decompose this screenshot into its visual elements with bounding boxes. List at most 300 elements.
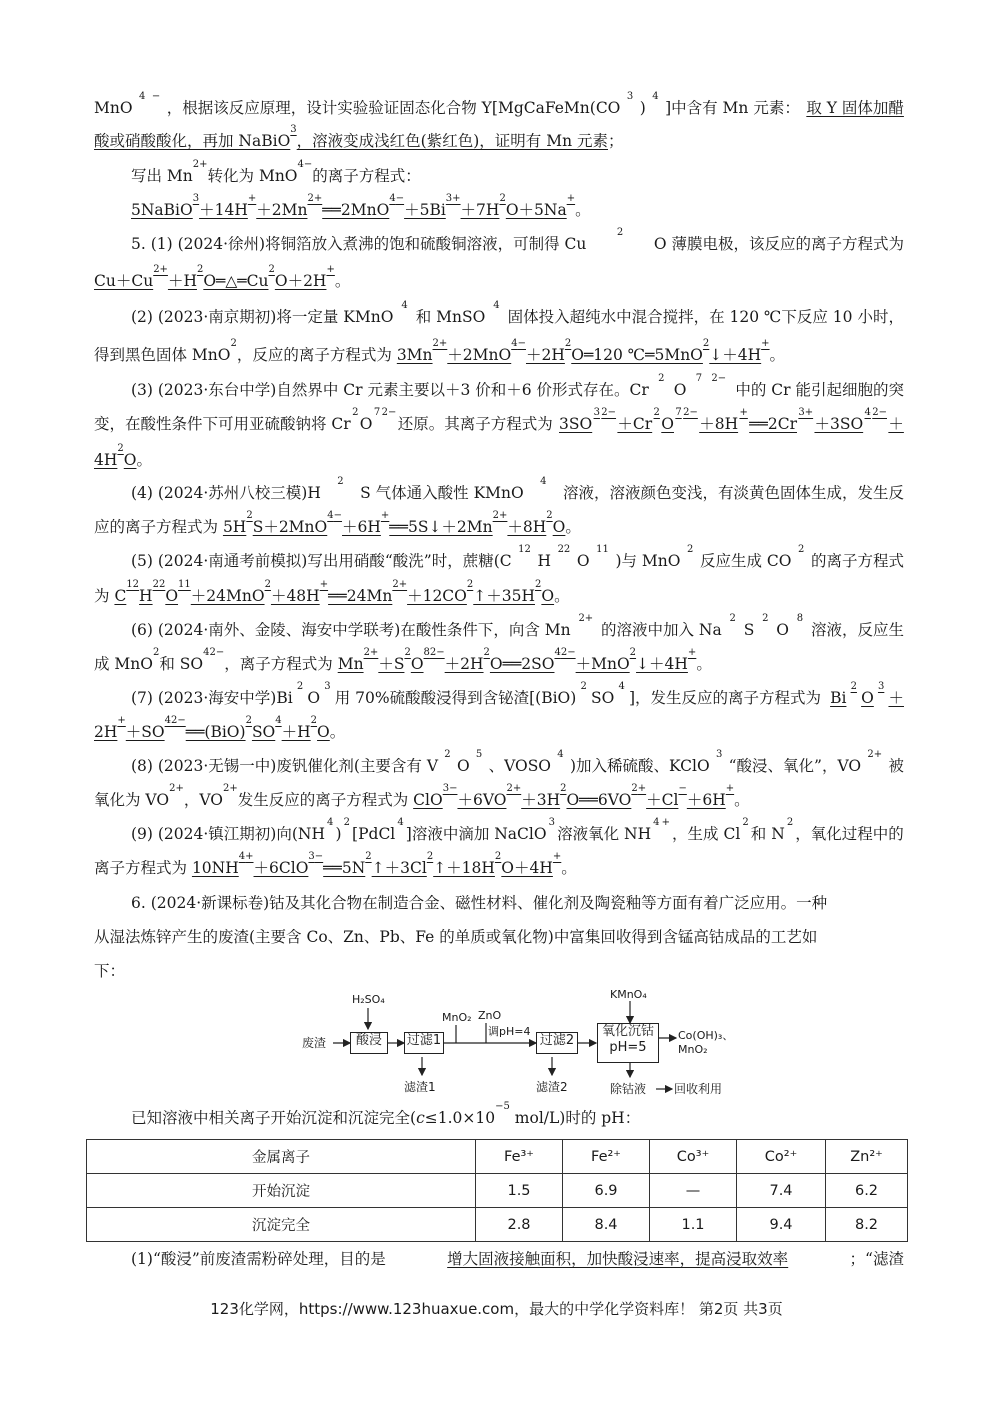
text-line xyxy=(94,124,904,152)
answer-text: 2− xyxy=(170,715,186,726)
answer-text: Mn xyxy=(337,655,364,673)
text-segment: O xyxy=(576,552,590,570)
answer-text: 2 xyxy=(268,264,275,275)
answer-text: 22 xyxy=(152,579,166,590)
text-segment: H xyxy=(537,552,551,570)
answer-text: ══24Mn xyxy=(328,587,393,605)
text-segment: + xyxy=(175,783,184,794)
answer-text: 2 xyxy=(117,443,124,454)
answer-text: ＋6VO xyxy=(457,791,507,809)
text-segment: 4 xyxy=(652,91,659,102)
answer-text: 2+ xyxy=(432,338,448,349)
answer-text: + xyxy=(245,851,254,862)
flow-feed-label: 废渣 xyxy=(302,1036,327,1050)
answer-text: 增大固液接触面积，加快酸浸速率，提高浸取效率 xyxy=(447,1250,789,1268)
answer-text: ＋48H xyxy=(270,587,320,605)
table-header-cell: Zn²⁺ xyxy=(826,1140,908,1174)
answer-text: 2 xyxy=(499,193,506,204)
answer-text: + xyxy=(687,647,697,658)
text-segment: 7 xyxy=(373,407,381,418)
text-segment: (4) (2024·苏州八校三模)H xyxy=(131,484,321,502)
text-segment: 4 xyxy=(557,749,564,760)
answer-text: ══5N xyxy=(323,859,366,877)
answer-text: ══(BiO) xyxy=(185,723,246,741)
answer-text: S＋2MnO xyxy=(252,518,328,536)
answer-text: O xyxy=(123,451,137,469)
answer-text: ＋24MnO xyxy=(190,587,265,605)
text-segment: 。 xyxy=(769,346,786,364)
text-segment: O xyxy=(307,689,321,707)
answer-text: O xyxy=(317,723,330,741)
answer-text: ↓＋4H xyxy=(709,346,762,364)
answer-text: 2 xyxy=(466,579,474,590)
answer-text: Bi xyxy=(830,689,847,707)
text-segment: S 气体通入酸性 KMnO xyxy=(360,484,524,502)
answer-text: ↑＋18H xyxy=(433,859,495,877)
answer-text: ＋8H xyxy=(699,415,739,433)
text-segment: ；“滤渣 xyxy=(849,1250,904,1268)
answer-text: ，溶液变成浅红色(紫红色)，证明有 Mn 元素 xyxy=(296,132,608,150)
answer-text: + xyxy=(380,510,390,521)
text-segment: 4 xyxy=(139,91,146,102)
answer-text: 2H xyxy=(94,723,118,741)
answer-text: C xyxy=(114,587,127,605)
text-line xyxy=(94,783,904,811)
answer-text: ＋S xyxy=(378,655,405,673)
answer-text: ↑＋3Cl xyxy=(371,859,427,877)
answer-text: 2 xyxy=(264,579,271,590)
answer-text: H xyxy=(139,587,153,605)
text-line xyxy=(94,338,904,366)
answer-text: + xyxy=(247,193,257,204)
text-line xyxy=(94,407,904,435)
text-segment: )加入稀硫酸、KClO xyxy=(569,757,710,775)
answer-text: 2− xyxy=(683,407,698,418)
answer-text: − xyxy=(395,193,405,204)
text-segment: 4 xyxy=(618,681,625,692)
text-segment: 2 xyxy=(343,817,350,828)
text-line xyxy=(131,681,904,709)
answer-text: O xyxy=(661,415,674,433)
answer-text: 3+ xyxy=(445,193,461,204)
text-segment: 为 xyxy=(94,587,115,605)
answer-text: ＋2H xyxy=(525,346,565,364)
table-header-row xyxy=(87,1140,908,1174)
text-segment: 和 MnSO xyxy=(415,308,486,326)
answer-text: ＋7H xyxy=(460,201,500,219)
text-segment: (8) (2023·无锡一中)废钒催化剂(主要含有 V xyxy=(131,757,439,775)
answer-text: − xyxy=(314,851,324,862)
text-segment: 成 MnO xyxy=(94,655,153,673)
answer-text: − xyxy=(449,783,458,794)
text-segment: ]中含有 Mn 元素： xyxy=(665,99,800,117)
flow-step-filter-1: 过滤1 xyxy=(404,1032,444,1054)
answer-text: ＋12CO xyxy=(407,587,467,605)
answer-text: O＋2H xyxy=(274,272,327,290)
answer-text: 2 xyxy=(564,338,572,349)
answer-text: − xyxy=(517,338,526,349)
text-segment: O 薄膜电极，该反应的离子方程式为 xyxy=(653,235,904,253)
text-segment: 溶液，溶液颜色变浅，有淡黄色固体生成，发生反 xyxy=(562,484,904,502)
text-segment: ，VO xyxy=(183,791,223,809)
answer-text: 4 xyxy=(511,338,518,349)
table-cell: 7.4 xyxy=(737,1174,826,1208)
text-segment: ，反应的离子方程式为 xyxy=(236,346,397,364)
answer-text: O xyxy=(410,655,424,673)
table-cell: 9.4 xyxy=(737,1208,826,1242)
text-segment: 2 xyxy=(169,783,176,794)
answer-text: 3 xyxy=(192,193,200,204)
text-segment: 应的离子方程式为 xyxy=(94,518,223,536)
text-segment: (5) (2024·南通考前模拟)写出用硝酸“酸洗”时，蔗糖(C xyxy=(131,552,512,570)
text-segment: (2) (2023·南京期初)将一定量 KMnO xyxy=(131,308,394,326)
answer-text: 4 xyxy=(238,851,246,862)
answer-text: 2 xyxy=(850,681,857,692)
answer-text: + xyxy=(319,579,329,590)
text-segment: 11 xyxy=(596,544,609,555)
text-segment: 2 xyxy=(352,407,359,418)
table-header-cell: Fe²⁺ xyxy=(563,1140,650,1174)
flow-step-acid-leach: 酸浸 xyxy=(350,1032,388,1054)
answer-text: 酸或硝酸酸化，再加 NaBiO xyxy=(94,132,291,150)
answer-text: + xyxy=(739,407,748,418)
text-segment: 转化为 MnO xyxy=(207,167,298,185)
text-segment: 3 xyxy=(324,681,331,692)
text-segment: (3) (2023·东台中学)自然界中 Cr 元素主要以＋3 价和＋6 价形式存在。Cr xyxy=(131,381,649,399)
text-segment: O xyxy=(673,381,687,399)
table-cell: 6.2 xyxy=(826,1174,908,1208)
answer-text: 4 xyxy=(327,510,334,521)
text-segment: 溶液，反应生 xyxy=(810,621,904,639)
answer-text: 5H xyxy=(222,518,247,536)
text-segment: ) xyxy=(335,825,342,843)
answer-text: 2 xyxy=(702,338,710,349)
text-segment: 氧化为 VO xyxy=(94,791,170,809)
text-segment: 2+ xyxy=(192,159,208,170)
answer-text: 2 xyxy=(196,264,204,275)
answer-text: 4 xyxy=(389,193,396,204)
answer-text: 12 xyxy=(126,579,140,590)
answer-text: 10NH xyxy=(191,859,239,877)
text-segment: 。 xyxy=(329,723,346,741)
text-segment: 的溶液中加入 Na xyxy=(600,621,722,639)
table-header-cell: 金属离子 xyxy=(87,1140,476,1174)
answer-text: 5NaBiO xyxy=(131,201,193,219)
answer-text: 2 xyxy=(246,510,253,521)
answer-text: 2 xyxy=(546,510,553,521)
text-segment: 4 xyxy=(493,300,500,311)
text-segment: 2 xyxy=(444,749,451,760)
text-segment: (1)“酸浸”前废渣需粉碎处理，目的是 xyxy=(131,1250,386,1268)
answer-text: + xyxy=(637,783,647,794)
table-cell: 2.8 xyxy=(476,1208,563,1242)
answer-text: 3+ xyxy=(798,407,814,418)
answer-text: 2 xyxy=(560,783,567,794)
text-segment: 2 xyxy=(616,227,624,238)
answer-text: 4 xyxy=(164,715,171,726)
text-line xyxy=(131,373,904,401)
answer-text: − xyxy=(333,510,343,521)
text-segment: 中的 Cr 能引起细胞的突 xyxy=(735,381,904,399)
text-segment: ]，发生反应的离子方程式为 xyxy=(628,689,826,707)
process-flowchart xyxy=(300,985,760,1105)
answer-text: 2+ xyxy=(506,783,522,794)
text-segment: 2 xyxy=(729,613,736,624)
text-segment: )与 MnO xyxy=(615,552,681,570)
text-segment: 。 xyxy=(565,518,581,536)
answer-text: O═△═Cu xyxy=(203,272,269,290)
answer-text: ＋2MnO xyxy=(447,346,512,364)
flow-reagent-zno: ZnO xyxy=(478,1009,502,1022)
table-cell: 1.5 xyxy=(476,1174,563,1208)
flow-reagent-mno2: MnO₂ xyxy=(442,1011,472,1024)
flow-adjust-ph: 调pH=4 xyxy=(488,1025,531,1038)
answer-text: O＋4H xyxy=(501,859,553,877)
answer-text: ↓＋4H xyxy=(636,655,688,673)
text-line xyxy=(94,443,904,471)
text-segment: 用 70%硫酸酸浸得到含铋渣[(BiO) xyxy=(334,689,577,707)
answer-text: ＋SO xyxy=(125,723,165,741)
text-segment: 写出 Mn xyxy=(131,167,193,185)
text-segment: 7 xyxy=(695,373,703,384)
answer-text: ＋2Mn xyxy=(256,201,308,219)
text-line xyxy=(94,91,904,119)
text-segment: 2− xyxy=(209,647,225,658)
text-segment: ，离子方程式为 xyxy=(224,655,338,673)
text-segment: 2− xyxy=(711,373,727,384)
text-segment: 2 xyxy=(742,817,749,828)
text-segment: 已知溶液中相关离子开始沉淀和沉淀完全( xyxy=(131,1109,417,1127)
text-line xyxy=(94,715,904,743)
answer-text: 取 Y 固体加醋 xyxy=(806,99,904,117)
answer-text: ＋14H xyxy=(199,201,248,219)
text-segment: 6. (2024·新课标卷)钴及其化合物在制造合金、磁性材料、催化剂及陶瓷釉等方面有着广泛应用。一种 xyxy=(131,894,828,912)
answer-text: O══2SO xyxy=(489,655,555,673)
text-segment: ； xyxy=(607,132,624,150)
answer-text: O xyxy=(541,587,555,605)
answer-text: ↑＋35H xyxy=(473,587,535,605)
text-segment: mol/L)时的 pH： xyxy=(509,1109,641,1127)
text-segment: 离子方程式为 xyxy=(94,859,192,877)
text-segment: (6) (2024·南外、金陵、海安中学联考)在酸性条件下，向含 Mn xyxy=(131,621,571,639)
text-segment: ，根据该反应原理，设计实验验证固态化合物 Y[MgCaFeMn(CO xyxy=(166,99,621,117)
answer-text: + xyxy=(725,783,735,794)
text-segment: O xyxy=(456,757,470,775)
answer-text: 3SO xyxy=(559,415,593,433)
answer-text: 2+ xyxy=(307,193,323,204)
answer-text: + xyxy=(566,193,576,204)
answer-text: + xyxy=(117,715,126,726)
text-line xyxy=(94,647,904,675)
text-segment: 固体投入超纯水中混合搅拌，在 120 ℃下反应 10 小时， xyxy=(507,308,904,326)
text-segment: 反应生成 CO xyxy=(699,552,792,570)
text-segment: 8 xyxy=(796,613,804,624)
answer-text: 2 xyxy=(245,715,252,726)
text-segment: ≤1.0×10 xyxy=(424,1109,496,1127)
text-segment: 4 xyxy=(540,476,547,487)
answer-text: ＋H xyxy=(167,272,197,290)
text-segment: 2 xyxy=(296,681,304,692)
flow-product-line1: Co(OH)₃、 xyxy=(678,1029,734,1042)
flow-residue-2: 滤渣2 xyxy=(536,1080,568,1094)
text-segment: 22 xyxy=(557,544,571,555)
answer-text: + xyxy=(552,851,562,862)
answer-text: ＋Cl xyxy=(646,791,679,809)
text-segment: 。 xyxy=(554,587,570,605)
text-segment: ，生成 Cl xyxy=(672,825,741,843)
text-segment: 得到黑色固体 MnO xyxy=(94,346,231,364)
table-cell: 开始沉淀 xyxy=(87,1174,476,1208)
answer-text: 4 xyxy=(864,407,871,418)
answer-text: ＋5Bi xyxy=(404,201,446,219)
answer-text: ＋ xyxy=(888,689,904,707)
answer-text: 2 xyxy=(629,647,637,658)
table-cell: 8.2 xyxy=(826,1208,908,1242)
text-segment: 2 xyxy=(762,613,769,624)
text-segment: 2 xyxy=(337,476,344,487)
answer-text: 4 xyxy=(554,647,561,658)
answer-text: ＋H xyxy=(281,723,311,741)
answer-text: ＋3SO xyxy=(814,415,864,433)
answer-text: ＋MnO xyxy=(575,655,630,673)
answer-text: ＋2H xyxy=(444,655,484,673)
flow-reagent-kmno4: KMnO₄ xyxy=(610,988,647,1001)
text-segment: − xyxy=(303,159,313,170)
text-segment: 3 xyxy=(715,749,723,760)
answer-text: O xyxy=(552,518,566,536)
text-segment: 被 xyxy=(888,757,904,775)
text-segment: 3 xyxy=(626,91,634,102)
text-segment: 。 xyxy=(696,655,712,673)
answer-text: ══5S↓＋2Mn xyxy=(389,518,493,536)
text-line xyxy=(131,193,904,221)
answer-text: 2 xyxy=(483,647,490,658)
answer-text: 2 xyxy=(426,851,434,862)
answer-text: 4 xyxy=(275,715,282,726)
text-segment: 。 xyxy=(561,859,577,877)
answer-text: 2 xyxy=(631,783,638,794)
answer-text: 2+ xyxy=(392,579,408,590)
text-segment: 4 xyxy=(397,817,404,828)
text-segment: ) xyxy=(639,99,646,117)
text-segment: 。 xyxy=(334,272,351,290)
text-segment: −5 xyxy=(495,1101,510,1112)
text-segment: ]溶液中滴加 NaClO xyxy=(405,825,547,843)
table-cell: 8.4 xyxy=(563,1208,650,1242)
answer-text: + xyxy=(761,338,770,349)
text-line xyxy=(94,960,904,982)
flow-residue-1: 滤渣1 xyxy=(404,1080,436,1094)
text-line xyxy=(131,817,904,845)
answer-text: ＋6H xyxy=(342,518,381,536)
text-line xyxy=(94,579,904,607)
answer-text: 3 xyxy=(290,124,297,135)
flow-step-oxidize-cobalt xyxy=(597,1023,659,1063)
answer-text: 2 xyxy=(365,851,372,862)
text-segment: 发生反应的离子方程式为 xyxy=(237,791,414,809)
answer-text: 2 xyxy=(494,851,502,862)
answer-text: 2− xyxy=(601,407,617,418)
flow-step-oxidize-line1: 氧化沉钴 xyxy=(601,1024,654,1039)
text-line xyxy=(94,851,904,879)
text-segment: ，氧化过程中的 xyxy=(795,825,904,843)
answer-text: ＋Cr xyxy=(617,415,653,433)
table-header-cell: Fe³⁺ xyxy=(476,1140,563,1174)
text-segment: 。 xyxy=(734,791,750,809)
text-line xyxy=(131,476,904,504)
text-segment: 4 xyxy=(653,817,660,828)
text-segment: 2 xyxy=(580,681,587,692)
answer-text: Cu＋Cu xyxy=(94,272,154,290)
answer-text: 2 xyxy=(404,647,411,658)
text-segment: 。 xyxy=(136,451,152,469)
answer-text: 2 xyxy=(534,579,542,590)
text-line xyxy=(131,892,904,914)
answer-text: 8 xyxy=(423,647,430,658)
answer-text: O═120 ℃═5MnO xyxy=(571,346,703,364)
text-segment: 的离子方程式 xyxy=(810,552,904,570)
text-line xyxy=(131,544,904,572)
flow-recycle: 回收利用 xyxy=(674,1082,723,1096)
answer-text: O══6VO xyxy=(566,791,632,809)
answer-text: 3 xyxy=(877,681,885,692)
text-segment: “酸浸、氧化”，VO xyxy=(728,757,862,775)
text-segment: 从湿法炼锌产生的废渣(主要含 Co、Zn、Pb、Fe 的单质或氧化物)中富集回收得到含锰高钴成品的工艺如 xyxy=(94,928,818,946)
text-segment: c xyxy=(416,1109,425,1127)
answer-text: 2+ xyxy=(363,647,379,658)
table-row xyxy=(87,1174,908,1208)
text-segment: 4 xyxy=(401,300,408,311)
answer-text: ══2Cr xyxy=(749,415,797,433)
answer-text: − xyxy=(678,783,687,794)
text-segment: 2− xyxy=(381,407,397,418)
answer-text: 2+ xyxy=(153,264,168,275)
text-line xyxy=(131,300,904,328)
answer-text: 2 xyxy=(653,407,660,418)
text-line xyxy=(131,159,904,187)
answer-text: 11 xyxy=(178,579,191,590)
table-header-cell: Co³⁺ xyxy=(650,1140,737,1174)
text-segment: 2 xyxy=(153,647,160,658)
answer-text: 3 xyxy=(308,851,315,862)
answer-text: O xyxy=(165,587,179,605)
text-line xyxy=(131,1101,904,1129)
text-line xyxy=(131,1248,904,1270)
table-cell: 6.9 xyxy=(563,1174,650,1208)
text-line xyxy=(94,264,904,292)
table-cell: 沉淀完全 xyxy=(87,1208,476,1242)
text-segment: 溶液氧化 NH xyxy=(557,825,652,843)
answer-text: ＋ xyxy=(888,415,904,433)
answer-text: 2− xyxy=(560,647,576,658)
text-segment: S xyxy=(743,621,755,639)
text-segment: O xyxy=(359,415,373,433)
text-segment: 。 xyxy=(575,201,591,219)
answer-text: ClO xyxy=(413,791,443,809)
text-segment: SO xyxy=(590,689,615,707)
text-segment: 和 SO xyxy=(159,655,204,673)
text-segment: 4 xyxy=(327,817,334,828)
text-line xyxy=(131,749,904,777)
text-segment: 3 xyxy=(548,817,556,828)
text-segment: − xyxy=(151,91,161,102)
text-line xyxy=(94,926,904,948)
text-segment: O xyxy=(776,621,789,639)
table-cell: — xyxy=(650,1174,737,1208)
text-segment: (7) (2023·海安中学)Bi xyxy=(131,689,293,707)
text-line xyxy=(131,227,904,255)
text-segment: 4 xyxy=(297,159,304,170)
